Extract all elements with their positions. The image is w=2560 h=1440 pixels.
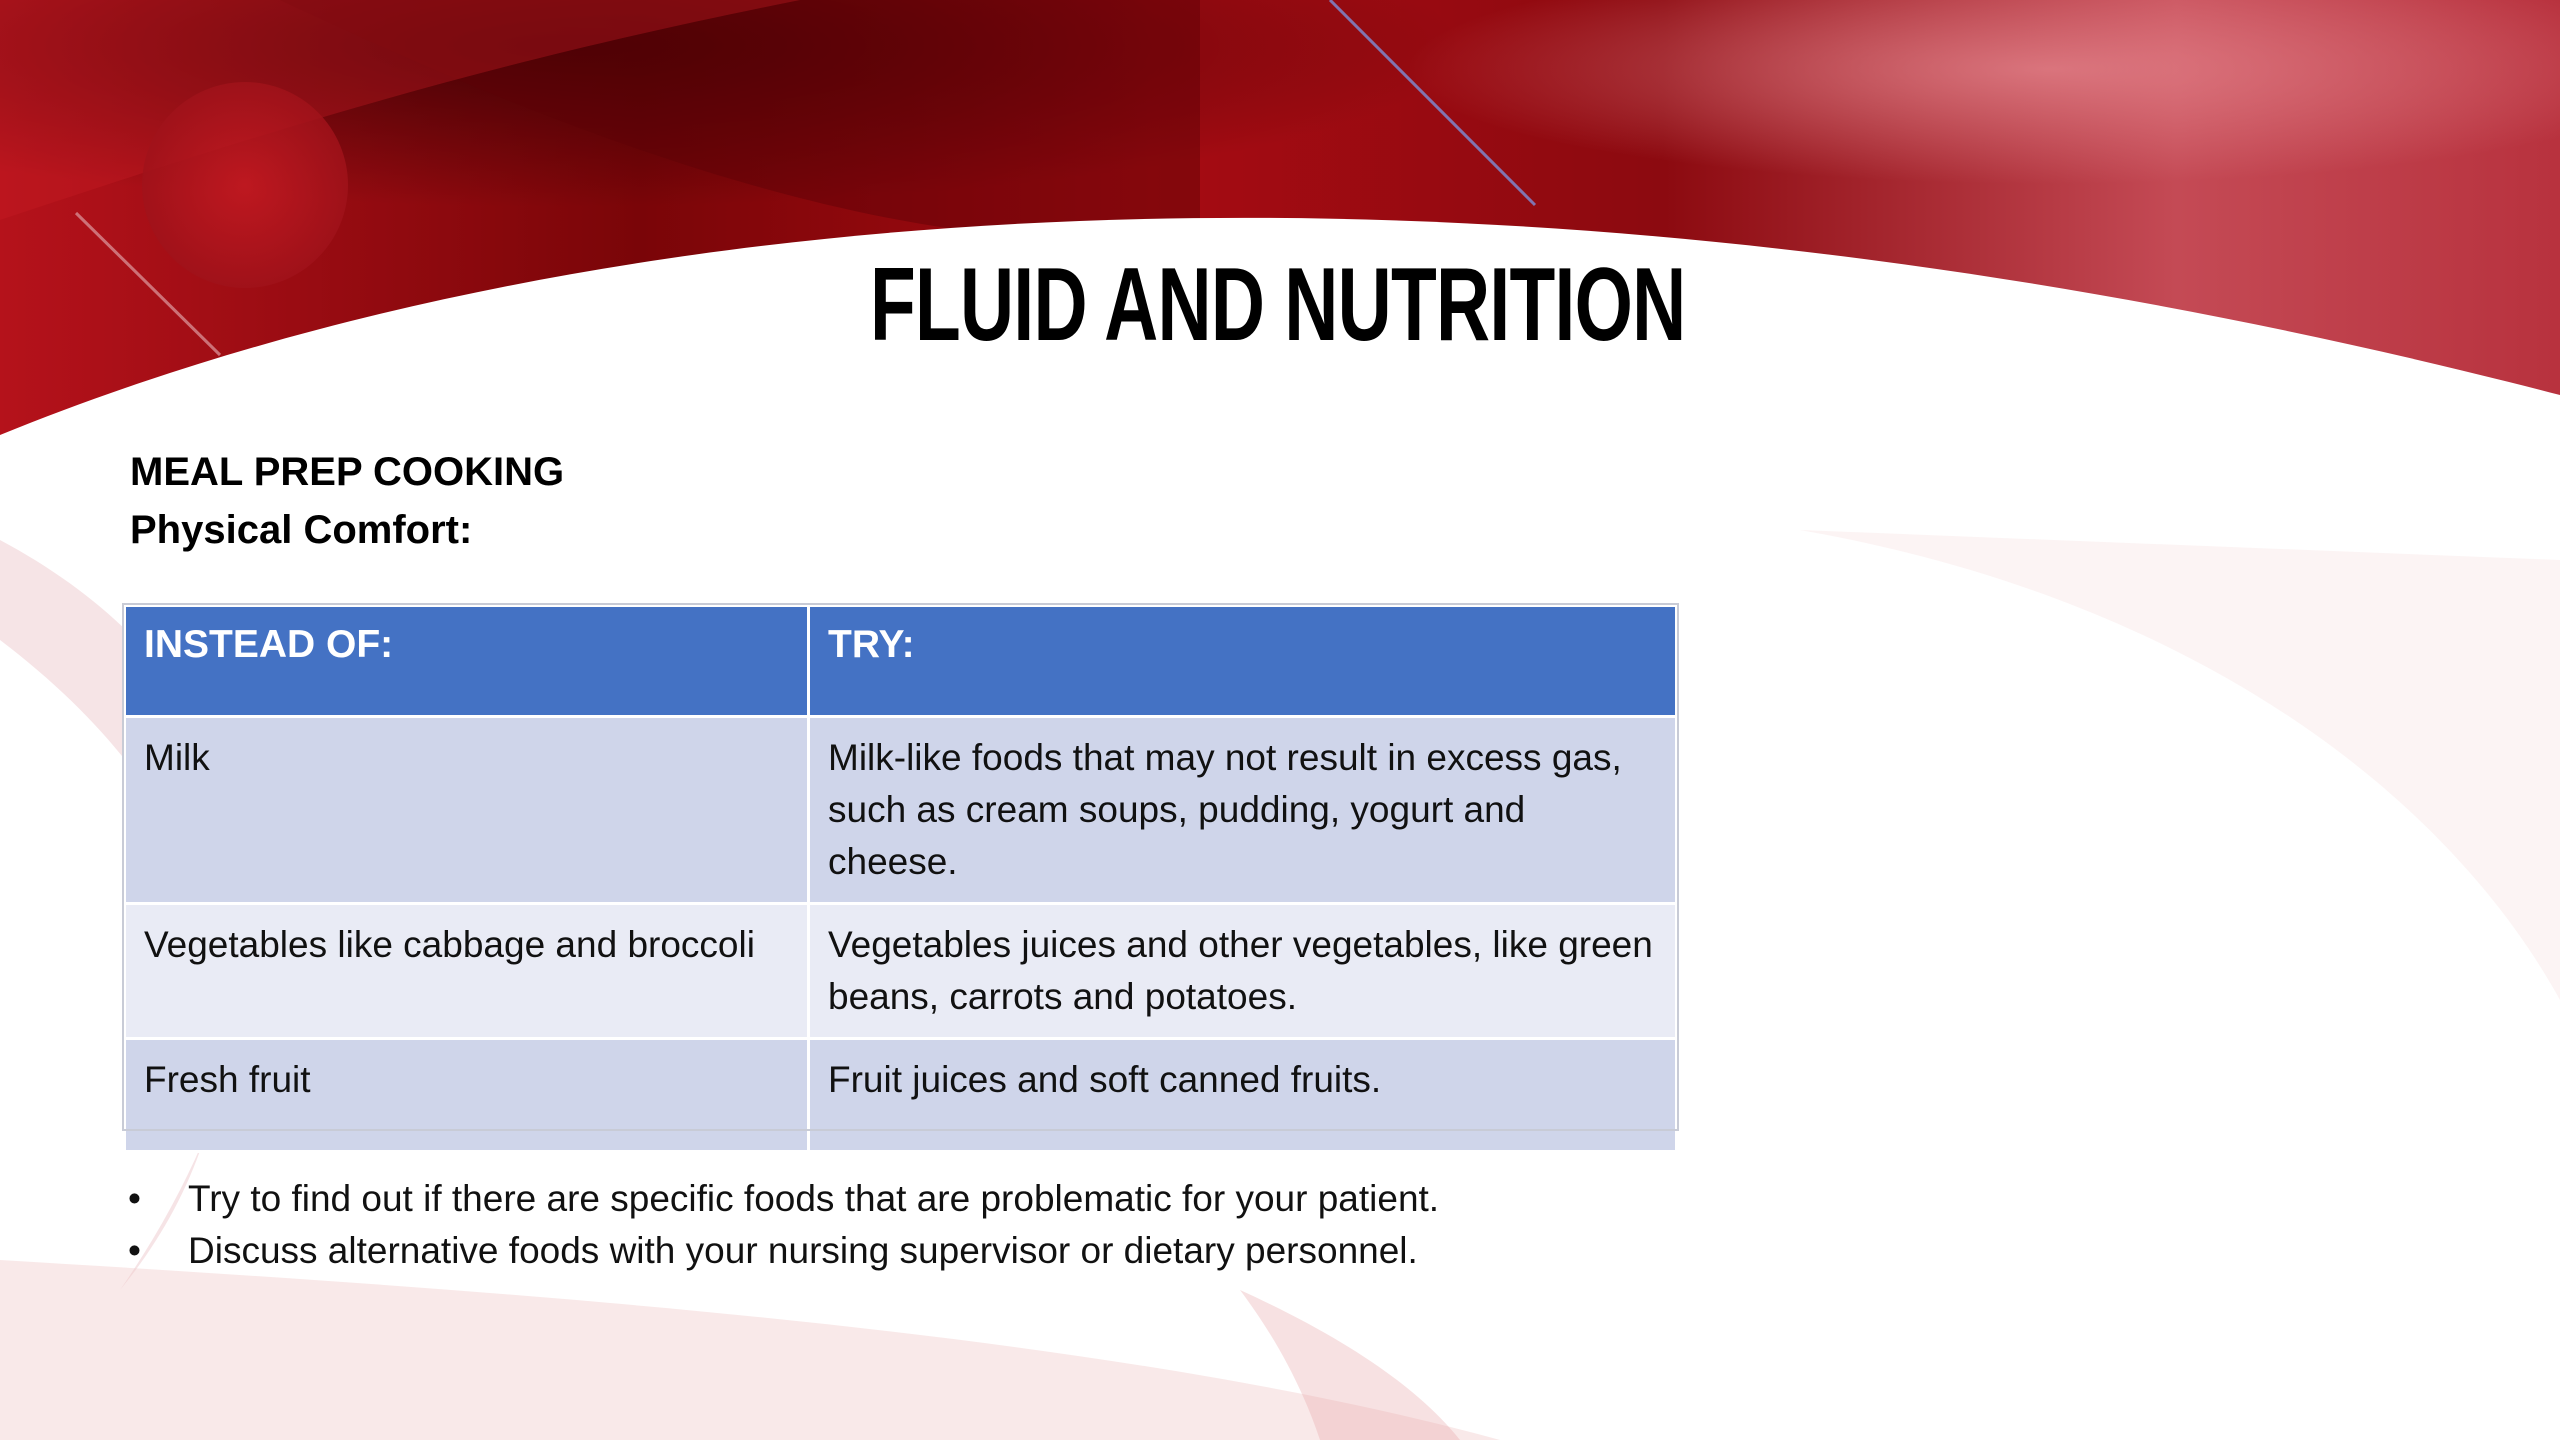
food-substitution-table — [123, 604, 1678, 1153]
table-cell-instead-of: Milk — [125, 717, 809, 904]
table-row — [125, 904, 1677, 1039]
bullet-list — [122, 1173, 1439, 1277]
bullet-marker: • — [128, 1178, 141, 1219]
table-header-row — [125, 606, 1677, 717]
column-header-try: TRY: — [809, 606, 1677, 717]
bullet-item — [122, 1173, 1439, 1225]
bullet-text: Discuss alternative foods with your nursing supervisor or dietary personnel. — [188, 1230, 1418, 1271]
table-cell-instead-of: Vegetables like cabbage and broccoli — [125, 904, 809, 1039]
table-cell-try: Vegetables juices and other vegetables, like green beans, carrots and potatoes. — [809, 904, 1677, 1039]
table-row — [125, 717, 1677, 904]
column-header-instead-of: INSTEAD OF: — [125, 606, 809, 717]
table-row — [125, 1039, 1677, 1152]
table-cell-instead-of: Fresh fruit — [125, 1039, 809, 1152]
slide-title: FLUID AND NUTRITION — [870, 247, 1686, 363]
bullet-marker: • — [128, 1230, 141, 1271]
table-cell-try: Fruit juices and soft canned fruits. — [809, 1039, 1677, 1152]
section-subheading: Physical Comfort: — [130, 508, 473, 552]
table-cell-try: Milk-like foods that may not result in excess gas, such as cream soups, pudding, yogurt and cheese. — [809, 717, 1677, 904]
bullet-text: Try to find out if there are specific foods that are problematic for your patient. — [188, 1178, 1440, 1219]
bullet-item — [122, 1225, 1439, 1277]
section-heading: MEAL PREP COOKING — [130, 450, 565, 494]
